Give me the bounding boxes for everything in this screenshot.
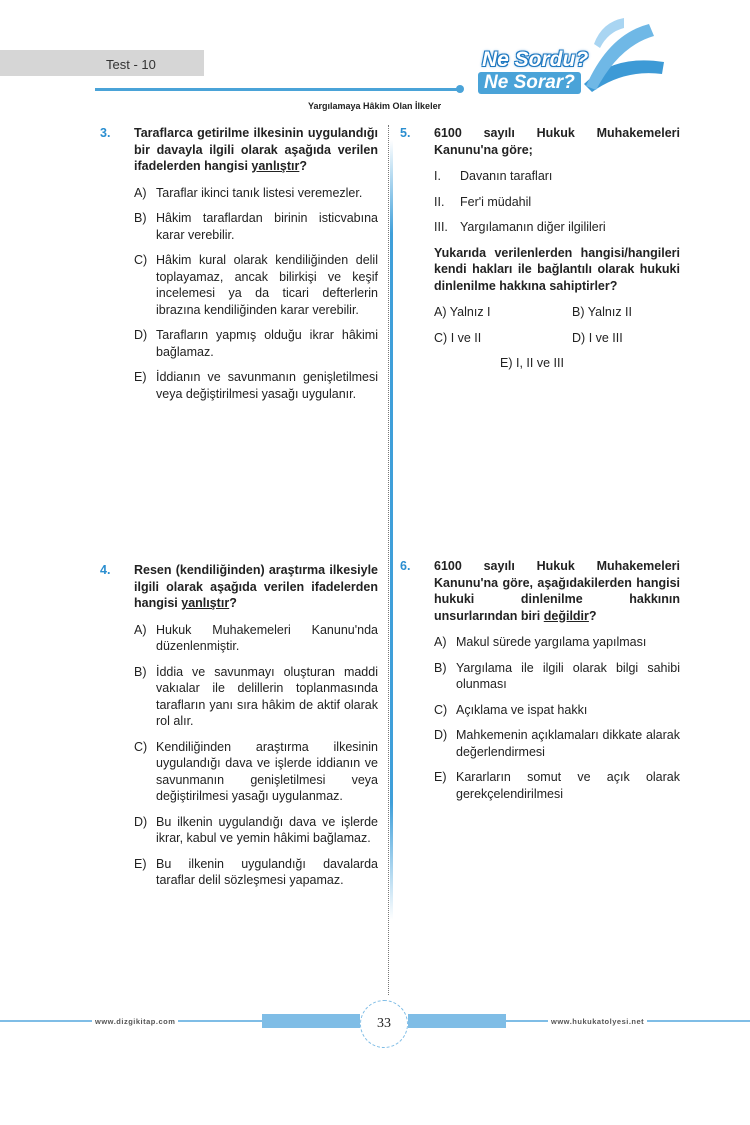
footer-left-url[interactable]: www.dizgikitap.com [92, 1017, 178, 1026]
logo-line-1: Ne Sordu? [482, 48, 589, 71]
option-d[interactable]: D) I ve III [572, 330, 623, 345]
option-b[interactable]: B) Yalnız II [572, 305, 632, 319]
question-6 [400, 558, 680, 811]
option-d[interactable]: D) Bu ilkenin uygulandığı dava ve işlerde ikrar, kabul ve yemin hâkimi bağlamaz. [134, 814, 378, 845]
question-number: 6. [400, 559, 411, 573]
option-c[interactable]: C) Açıklama ve ispat hakkı [434, 702, 588, 717]
options [434, 304, 680, 346]
header-rule [95, 88, 460, 91]
option-c[interactable]: C) I ve II [434, 330, 482, 345]
option-e[interactable]: E) Bu ilkenin uygulandığı davalarda taraflar delil sözleşmesi yapamaz. [134, 856, 378, 887]
option-e[interactable]: E) Kararların somut ve açık olarak gerekçelendirilmesi [434, 770, 680, 801]
column-divider [388, 125, 389, 995]
option-c[interactable]: C) Kendiliğinden araştırma ilkesinin uygulandığı dava ve işlerde iddianın ve savunmanın genişletilmesi veya değiştirilmesi yasağı uygulanmaz. [134, 739, 378, 803]
option-d[interactable]: D) Mahkemenin açıklamaları dikkate alarak değerlendirmesi [434, 728, 680, 759]
question-stem: Taraflarca getirilme ilkesinin uygulandığı bir davayla ilgili olarak aşağıda verilen ifadelerden hangisi yanlıştır? [134, 126, 378, 173]
options [434, 634, 680, 802]
test-label: Test - 10 [0, 50, 204, 76]
option-a[interactable]: A) Hukuk Muhakemeleri Kanunu'nda düzenlenmiştir. [134, 622, 378, 653]
statement-item: III. Yargılamanın diğer ilgilileri [434, 220, 606, 234]
page-number-badge [360, 1000, 408, 1048]
option-c[interactable]: C) Hâkim kural olarak kendiliğinden delil toplayamaz, ancak bilirkişi ve keşif incelemesi ya da ticari defterlerin ibrazına kendiliğinden karar verebilir. [134, 253, 378, 317]
question-stem: Resen (kendiliğinden) araştırma ilkesiyle ilgili olarak aşağıda verilen ifadelerden hangisi yanlıştır? [134, 563, 378, 610]
option-a[interactable]: A) Makul sürede yargılama yapılması [434, 635, 647, 649]
logo [474, 14, 674, 102]
question-number: 4. [100, 563, 111, 577]
question-number: 5. [400, 126, 411, 140]
statement-item: I. Davanın tarafları [434, 169, 553, 183]
option-b[interactable]: B) Hâkim taraflardan birinin isticvabına karar verebilir. [134, 211, 378, 242]
statement-list [434, 168, 680, 236]
footer-bar-right [408, 1014, 506, 1028]
option-b[interactable]: B) Yargılama ile ilgili olarak bilgi sahibi olunması [434, 660, 680, 691]
options [134, 185, 378, 403]
question-4 [100, 562, 378, 898]
footer-right-url[interactable]: www.hukukatolyesi.net [548, 1017, 647, 1026]
footer-bar-left [262, 1014, 360, 1028]
logo-line-2: Ne Sorar? [478, 72, 581, 94]
option-b[interactable]: B) İddia ve savunmayı oluşturan maddi vakıalar ile delillerin toplanmasında tarafların yanı sıra hâkim de aktif olarak rol alır. [134, 664, 378, 728]
option-e[interactable]: E) İddianın ve savunmanın genişletilmesi veya değiştirilmesi yasağı uygulanır. [134, 370, 378, 401]
question-stem: 6100 sayılı Hukuk Muhakemeleri Kanunu'na göre; [434, 126, 680, 157]
question-number: 3. [100, 126, 111, 140]
option-d[interactable]: D) Tarafların yapmış olduğu ikrar hâkimi bağlamaz. [134, 328, 378, 359]
question-5 [400, 125, 680, 372]
statement-item: II. Fer'i müdahil [434, 194, 532, 209]
question-stem: 6100 sayılı Hukuk Muhakemeleri Kanunu'na göre, aşağıdakilerden hangisi hukuki dinlenilme hakkının unsurlarından biri değildir? [434, 559, 680, 623]
question-3 [100, 125, 378, 411]
page-number: 33 [377, 1016, 391, 1031]
column-divider-accent [390, 140, 393, 920]
option-a[interactable]: A) Taraflar ikinci tanık listesi veremezler. [134, 185, 363, 200]
options [134, 622, 378, 889]
option-e[interactable]: E) I, II ve III [500, 356, 564, 370]
header-rule-dot [456, 85, 464, 93]
option-a[interactable]: A) Yalnız I [434, 305, 491, 319]
question-prompt: Yukarıda verilenlerden hangisi/hangileri kendi hakları ile bağlantılı olarak hukuki dinlenilme hakkına sahiptirler? [434, 245, 680, 293]
topic-title: Yargılamaya Hâkim Olan İlkeler [308, 101, 442, 111]
